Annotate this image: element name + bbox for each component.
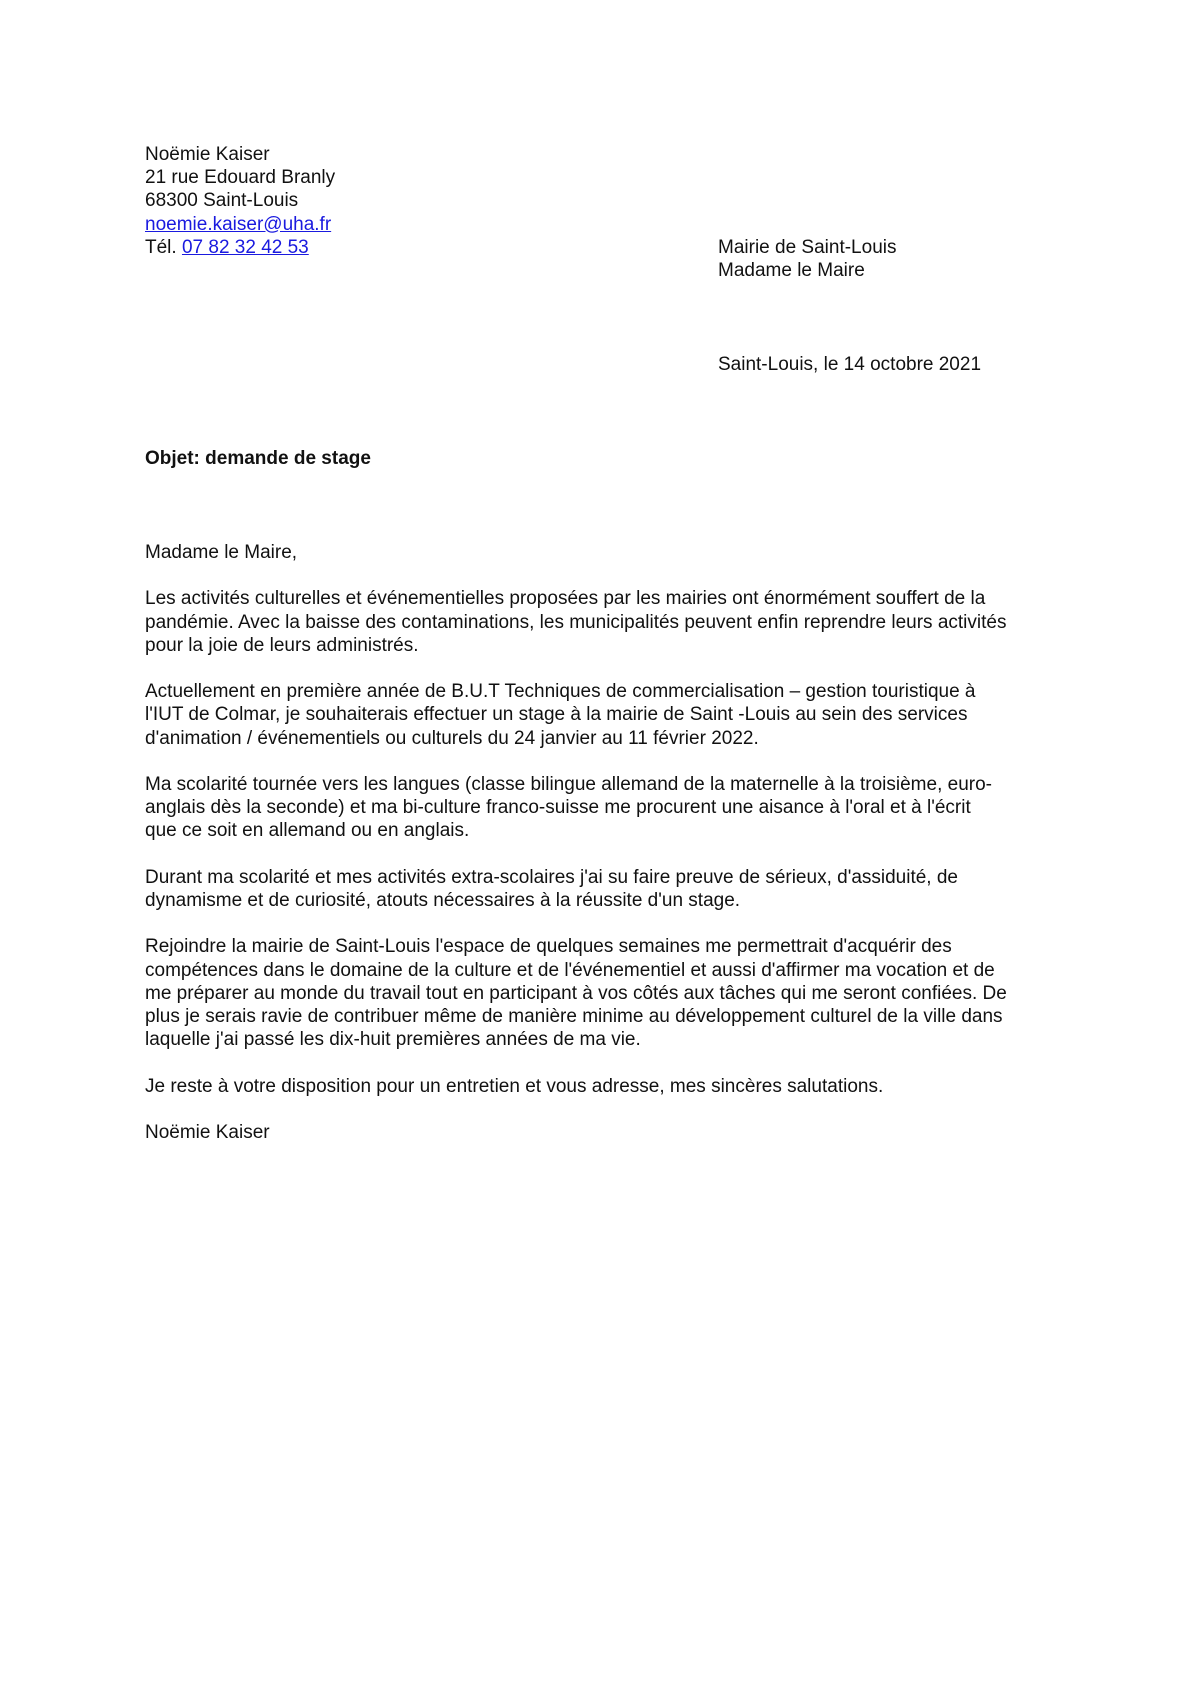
sender-block [145, 143, 565, 259]
paragraph-4 [145, 866, 1065, 912]
paragraph-1 [145, 587, 1065, 657]
paragraph-line: Durant ma scolarité et mes activités extra-scolaires j'ai su faire preuve de sérieux, d'assiduité, de [145, 866, 959, 888]
paragraph-line: Les activités culturelles et événementielles proposées par les mairies ont énormément souffert de la [145, 588, 986, 610]
recipient-block [718, 236, 1138, 282]
paragraph-line: dynamisme et de curiosité, atouts nécessaires à la réussite d'un stage. [145, 889, 741, 911]
paragraph-line: d'animation / événementiels ou culturels du 24 janvier au 11 février 2022. [145, 727, 759, 749]
salutation: Madame le Maire, [145, 542, 298, 563]
letter-body [145, 541, 1065, 1167]
paragraph-line: pour la joie de leurs administrés. [145, 634, 419, 656]
sender-street: 21 rue Edouard Branly [145, 167, 336, 189]
sender-phone-link[interactable]: 07 82 32 42 53 [181, 236, 309, 258]
paragraph-line: anglais dès la seconde) et ma bi-culture franco-suisse me procurent une aisance à l'oral et à l'écrit [145, 797, 971, 819]
paragraph-line: Actuellement en première année de B.U.T Techniques de commercialisation – gestion touristique à [145, 681, 976, 703]
recipient-line-2: Madame le Maire [718, 260, 865, 282]
sender-email-link[interactable]: noemie.kaiser@uha.fr [145, 213, 332, 235]
paragraph-line: Je reste à votre disposition pour un entretien et vous adresse, mes sincères salutations. [145, 1075, 884, 1097]
sender-city: 68300 Saint-Louis [145, 190, 299, 212]
recipient-line-1: Mairie de Saint-Louis [718, 237, 897, 258]
phone-label: Tél. [145, 236, 177, 258]
paragraph-line: Rejoindre la mairie de Saint-Louis l'espace de quelques semaines me permettrait d'acquérir des [145, 936, 952, 958]
paragraph-line: que ce soit en allemand ou en anglais. [145, 820, 470, 842]
sender-name: Noëmie Kaiser [145, 144, 270, 165]
paragraph-2 [145, 680, 1065, 750]
paragraph-line: plus je serais ravie de contribuer même de manière minime au développement culturel de la ville dans [145, 1005, 1003, 1027]
paragraph-3 [145, 773, 1065, 843]
signature: Noëmie Kaiser [145, 1121, 270, 1143]
paragraph-line: l'IUT de Colmar, je souhaiterais effectuer un stage à la mairie de Saint -Louis au sein des services [145, 704, 968, 726]
paragraph-5 [145, 935, 1065, 1051]
paragraph-line: laquelle j'ai passé les dix-huit premières années de ma vie. [145, 1029, 641, 1051]
paragraph-line: Ma scolarité tournée vers les langues (classe bilingue allemand de la maternelle à la troisième, euro- [145, 773, 992, 795]
paragraph-6 [145, 1075, 1065, 1098]
paragraph-line: me préparer au monde du travail tout en participant à vos côtés aux tâches qui me seront confiées. De [145, 982, 1007, 1004]
paragraph-line: compétences dans le domaine de la culture et de l'événementiel et aussi d'affirmer ma vocation et de [145, 959, 995, 981]
paragraph-line: pandémie. Avec la baisse des contaminations, les municipalités peuvent enfin reprendre leurs activités [145, 611, 1007, 633]
letter-date: Saint-Louis, le 14 octobre 2021 [718, 354, 982, 375]
letter-subject: Objet: demande de stage [145, 448, 371, 469]
sender-phone-line [145, 236, 565, 259]
